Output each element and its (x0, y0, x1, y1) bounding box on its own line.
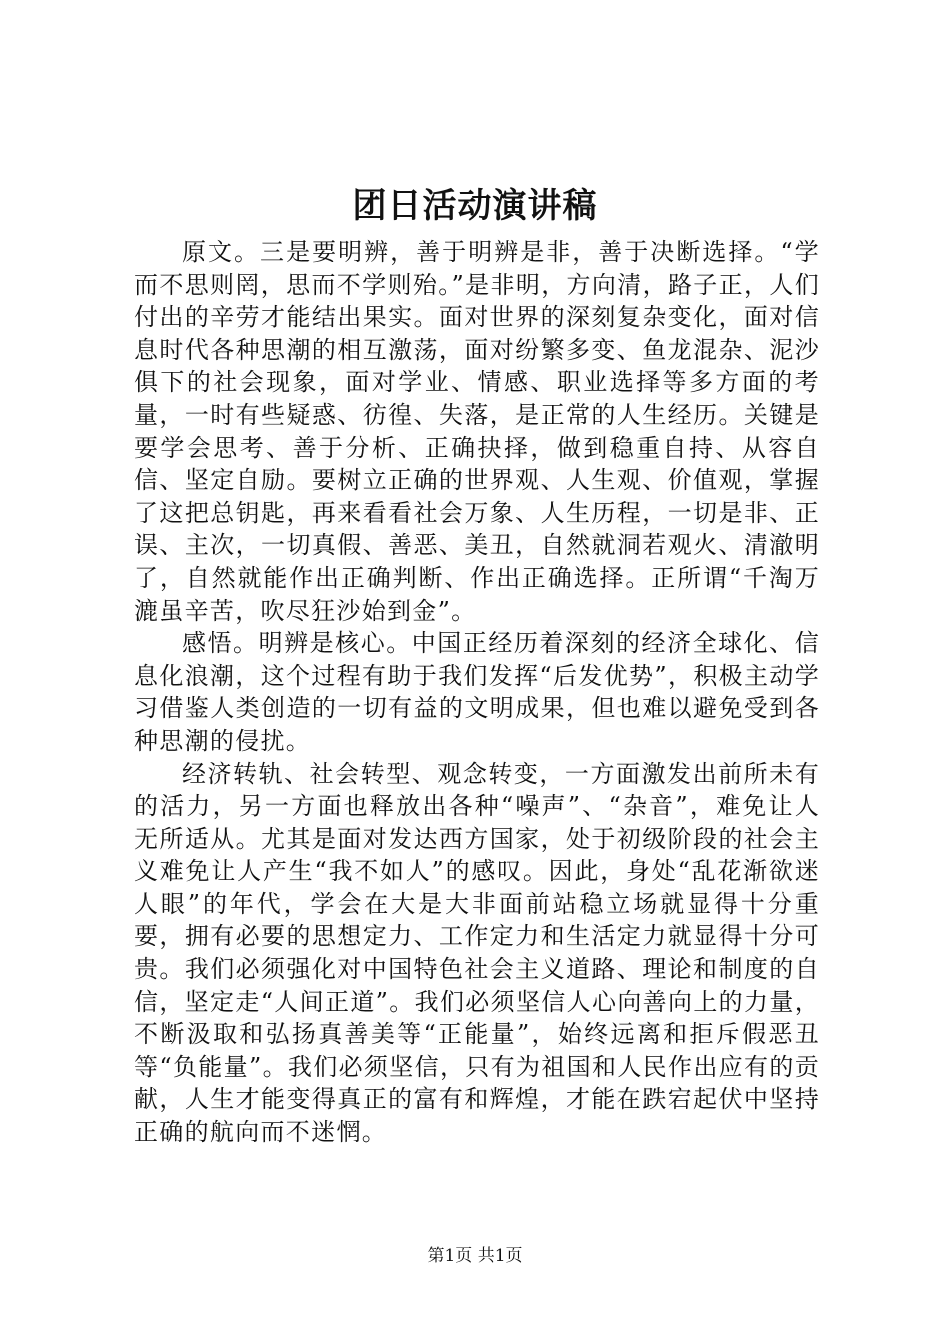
paragraph-reflection: 感悟。明辨是核心。中国正经历着深刻的经济全球化、信息化浪潮，这个过程有助于我们发挥“后发优势”，积极主动学习借鉴人类创造的一切有益的文明成果，但也难以避免受到各种思潮的侵扰。 (134, 629, 820, 755)
paragraph-original-text: 原文。三是要明辨，善于明辨是非，善于决断选择。“学而不思则罔，思而不学则殆。”是非明，方向清，路子正，人们付出的辛劳才能结出果实。面对世界的深刻复杂变化，面对信息时代各种思潮的相互激荡，面对纷繁多变、鱼龙混杂、泥沙俱下的社会现象，面对学业、情感、职业选择等多方面的考量，一时有些疑惑、彷徨、失落，是正常的人生经历。关键是要学会思考、善于分析、正确抉择，做到稳重自持、从容自信、坚定自励。要树立正确的世界观、人生观、价值观，掌握了这把总钥匙，再来看看社会万象、人生历程，一切是非、正误、主次，一切真假、善恶、美丑，自然就洞若观火、清澈明了，自然就能作出正确判断、作出正确选择。正所谓“千淘万漉虽辛苦，吹尽狂沙始到金”。 (134, 238, 820, 625)
document-title: 团日活动演讲稿 (352, 186, 598, 226)
page-number-footer: 第1页 共1页 (427, 1246, 523, 1266)
paragraph-economic-transition: 经济转轨、社会转型、观念转变，一方面激发出前所未有的活力，另一方面也释放出各种“噪声”、“杂音”，难免让人无所适从。尤其是面对发达西方国家，处于初级阶段的社会主义难免让人产生“我不如人”的感叹。因此，身处“乱花渐欲迷人眼”的年代，学会在大是大非面前站稳立场就显得十分重要，拥有必要的思想定力、工作定力和生活定力就显得十分可贵。我们必须强化对中国特色社会主义道路、理论和制度的自信，坚定走“人间正道”。我们必须坚信人心向善向上的力量，不断汲取和弘扬真善美等“正能量”，始终远离和拒斥假恶丑等“负能量”。我们必须坚信，只有为祖国和人民作出应有的贡献，人生才能变得真正的富有和辉煌，才能在跌宕起伏中坚持正确的航向而不迷惘。 (134, 759, 820, 1147)
document-body (134, 236, 820, 1149)
